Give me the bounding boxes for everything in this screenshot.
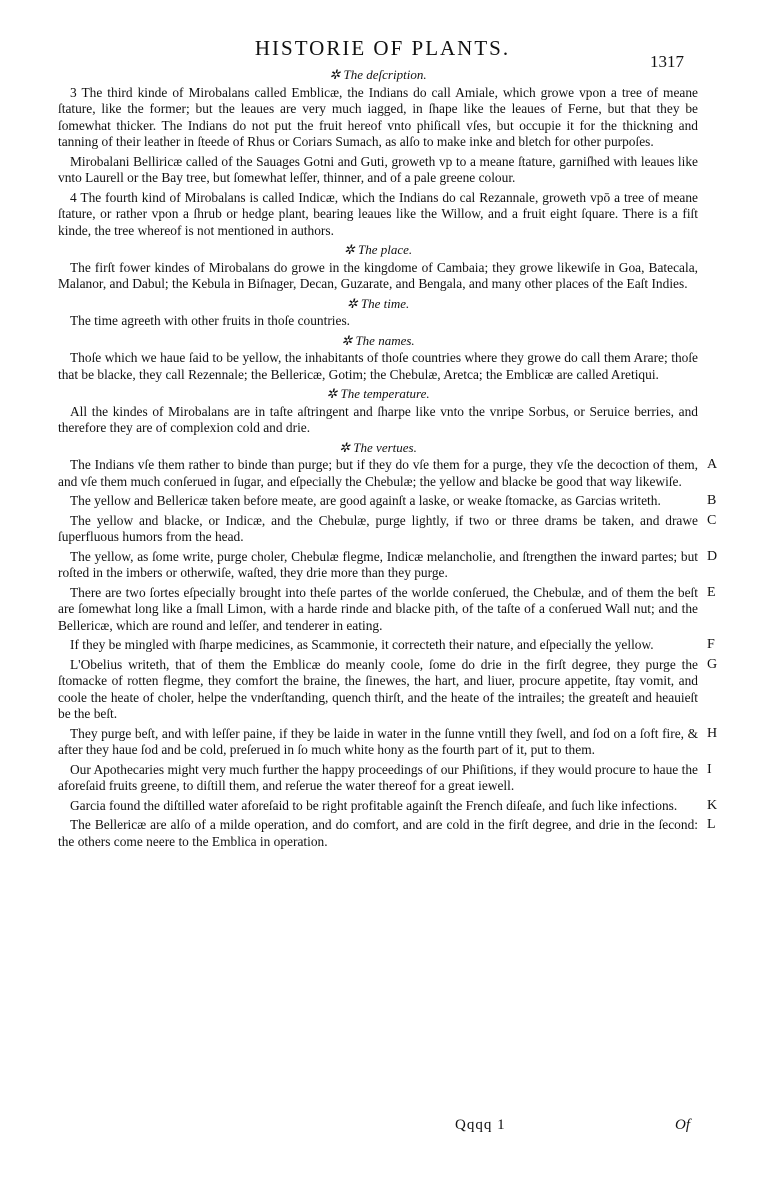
catchword: Of bbox=[675, 1117, 690, 1133]
paragraph bbox=[58, 725, 718, 759]
paragraph-text: 3 The third kinde of Mirobalans called Emblicæ, the Indians do call Amiale, which growe vpon a tree of meane ſtature, like the former; but the leaues are very much iagged, in ſhape like the leaues of Ferne, but that they be ſomewhat thicker. The Indians do not put the fruit hereof vnto phiſicall vſes, but occupie it for the thickning and tanning of their leather in ſteede of Rhus or Coriars Sumach, as alſo to make inke and bletch for other purpoſes. bbox=[58, 84, 698, 149]
section-heading: ✲ The place. bbox=[343, 242, 413, 257]
paragraph bbox=[58, 260, 698, 293]
paragraph-text: Mirobalani Belliricæ called of the Sauages Gotni and Guti, groweth vp to a meane ſtature, garniſhed with leaues like vnto Laurell or the Bay tree, but ſomewhat leſſer, thinner, and of a pale greene colour. bbox=[58, 153, 698, 185]
paragraph-text: Our Apothecaries might very much further the happy proceedings of our Phiſitions, if they would procure to haue the aforeſaid fruits greene, to diſtill them, and reſerue the water thereof for a great iewell. bbox=[58, 761, 698, 793]
paragraph bbox=[58, 85, 698, 151]
paragraph bbox=[58, 493, 717, 510]
paragraph bbox=[58, 656, 718, 723]
running-head: HISTORIE OF PLANTS. bbox=[254, 36, 511, 60]
paragraph-text: L'Obelius writeth, that of them the Emblicæ do meanly coole, ſome do drie in the firſt degree, they purge the ſtomacke of rotten flegme, they comfort the braine, the ſinewes, the hart, and liuer, procure appetite, ſtay vomit, and coole the heate of choler, helpe the vnderſtanding, quench thirſt, and the heate of the intrailes; the greateſt and heauieſt be the beſt. bbox=[58, 656, 698, 721]
page-number: 1317 bbox=[650, 52, 684, 71]
paragraph-text: There are two ſortes eſpecially brought into theſe partes of the worlde conſerued, the Chebulæ, and of them the beſt are ſomewhat long like a ſmall Limon, with a harde rinde and blacke pith, of the taſte of a conſerued Wall nut; and the Bellericæ, which are round and leſſer, and tenderer in eating. bbox=[58, 584, 698, 633]
paragraph-text: Garcia found the diſtilled water aforeſaid to be right profitable againſt the French diſeaſe, and ſuch like infections. bbox=[70, 797, 678, 813]
paragraph bbox=[58, 512, 717, 546]
margin-letter: L bbox=[707, 817, 716, 832]
paragraph-text: All the kindes of Mirobalans are in taſte aſtringent and ſharpe like vnto the vnripe Sorbus, or Seruice berries, and therefore they are of complexion cold and drie. bbox=[58, 403, 698, 435]
section-heading: ✲ The names. bbox=[341, 332, 415, 348]
section-heading: ✲ The vertues. bbox=[339, 439, 417, 455]
paragraph-text: They purge beſt, and with leſſer paine, if they be laide in water in the ſunne vntill they ſwell, and ſod on a ſoft fire, & after they haue ſod and be cold, preſerued in ſo much white hony as the fourth part of it, put to them. bbox=[58, 725, 698, 757]
paragraph bbox=[58, 154, 698, 187]
paragraph-text: If they be mingled with ſharpe medicines, as Scammonie, it correcteth their nature, and eſpecially the yellow. bbox=[70, 637, 654, 652]
signature-mark: Qqqq 1 bbox=[455, 1117, 506, 1133]
margin-letter: F bbox=[707, 637, 715, 652]
section-heading: ✲ The time. bbox=[346, 295, 410, 311]
margin-letter: C bbox=[707, 512, 717, 528]
paragraph-text: The yellow, as ſome write, purge choler, Chebulæ flegme, Indicæ melancholie, and ſtrengthen the inward partes; but roſted in the imbers or otherwiſe, waſted, they drie more than they purge. bbox=[58, 548, 698, 580]
margin-letter: K bbox=[707, 797, 718, 813]
paragraph bbox=[58, 584, 716, 635]
paragraph-text: The yellow and blacke, or Indicæ, and the Chebulæ, purge lightly, if two or three drams be taken, and drawe ſuperfluous humors from the head. bbox=[58, 512, 698, 544]
margin-letter: H bbox=[707, 725, 718, 741]
margin-letter: I bbox=[707, 761, 712, 777]
page-body bbox=[58, 67, 718, 853]
paragraph bbox=[58, 637, 715, 654]
paragraph-text: Thoſe which we haue ſaid to be yellow, the inhabitants of thoſe countries where they growe do call them Arare; thoſe that be blacke, they call Rezennale; the Bellericæ, Gotim; the Chebulæ, Aretca; the Emblicæ are called Aretiqui. bbox=[58, 350, 698, 382]
paragraph bbox=[58, 817, 716, 850]
margin-letter: G bbox=[707, 656, 718, 672]
paragraph bbox=[58, 797, 718, 815]
paragraph bbox=[58, 457, 718, 490]
section-heading: ✲ The temperature. bbox=[326, 386, 430, 401]
section-heading: ✲ The deſcription. bbox=[329, 67, 427, 82]
paragraph bbox=[58, 548, 718, 582]
margin-letter: A bbox=[707, 457, 718, 472]
paragraph bbox=[58, 404, 698, 437]
paragraph bbox=[58, 190, 698, 240]
paragraph-text: 4 The fourth kind of Mirobalans is called Indicæ, which the Indians do cal Rezannale, groweth vpō a tree of meane ſtature, or rather vpon a ſhrub or hedge plant, bearing leaues like the Willow, and a fruit eight ſquare. There is a fiſt kinde, the tree whereof is not mentioned in authors. bbox=[58, 189, 698, 238]
paragraph-text: The Indians vſe them rather to binde than purge; but if they do vſe them for a purge, they vſe the decoction of them, and vſe them much conſerued in ſugar, and eſpecially the Chebulæ; the yellow and blacke be good that way likewiſe. bbox=[58, 457, 698, 489]
paragraph-text: The firſt fower kindes of Mirobalans do growe in the kingdome of Cambaia; they growe likewiſe in Goa, Batecala, Malanor, and Dabul; the Kebula in Biſnager, Decan, Guzarate, and Bengala, and many other places of the Eaſt Indies. bbox=[58, 259, 698, 291]
paragraph-text: The time agreeth with other fruits in thoſe countries. bbox=[70, 313, 351, 328]
margin-letter: D bbox=[707, 548, 718, 564]
paragraph bbox=[58, 761, 712, 795]
paragraph-text: The Bellericæ are alſo of a milde operation, and do comfort, and are cold in the firſt degree, and drie in the ſecond: the others come neere to the Emblica in operation. bbox=[58, 817, 698, 849]
paragraph-text: The yellow and Bellericæ taken before meate, are good againſt a laske, or weake ſtomacke, as Garcias writeth. bbox=[70, 493, 661, 508]
paragraph bbox=[58, 350, 698, 383]
paragraph bbox=[58, 313, 698, 330]
margin-letter: E bbox=[707, 584, 716, 600]
margin-letter: B bbox=[707, 493, 717, 508]
